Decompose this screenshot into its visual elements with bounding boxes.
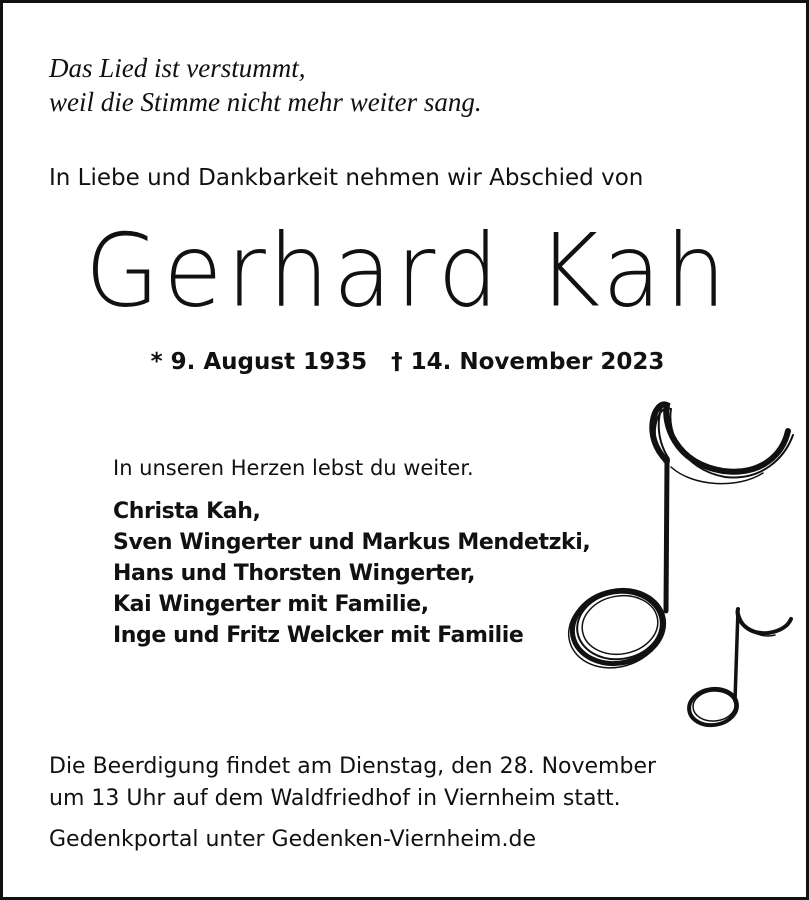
mourner: Hans und Thorsten Wingerter, xyxy=(113,561,476,586)
quote-line: Das Lied ist verstummt, xyxy=(49,53,306,83)
death-date: † 14. November 2023 xyxy=(391,349,665,375)
mourner: Kai Wingerter mit Familie, xyxy=(113,592,429,617)
deceased-name: Gerhard Kah xyxy=(84,212,731,330)
quote-line: weil die Stimme nicht mehr weiter sang. xyxy=(49,87,482,117)
quote xyxy=(49,51,482,119)
funeral-line: um 13 Uhr auf dem Waldfriedhof in Viernheim statt. xyxy=(49,786,621,811)
funeral-info xyxy=(49,751,656,815)
remembrance-text: In unseren Herzen lebst du weiter. xyxy=(113,456,474,480)
mourners-list xyxy=(113,496,590,651)
mourner: Inge und Fritz Welcker mit Familie xyxy=(113,623,524,648)
funeral-line: Die Beerdigung findet am Dienstag, den 28. November xyxy=(49,754,657,779)
memorial-portal: Gedenkportal unter Gedenken-Viernheim.de xyxy=(49,827,536,852)
mourner: Sven Wingerter und Markus Mendetzki, xyxy=(113,530,591,555)
mourner: Christa Kah, xyxy=(113,499,261,524)
intro-text: In Liebe und Dankbarkeit nehmen wir Abschied von xyxy=(49,165,644,191)
music-notes-icon xyxy=(563,391,803,731)
birth-date: * 9. August 1935 xyxy=(150,349,368,375)
life-dates xyxy=(3,349,809,375)
